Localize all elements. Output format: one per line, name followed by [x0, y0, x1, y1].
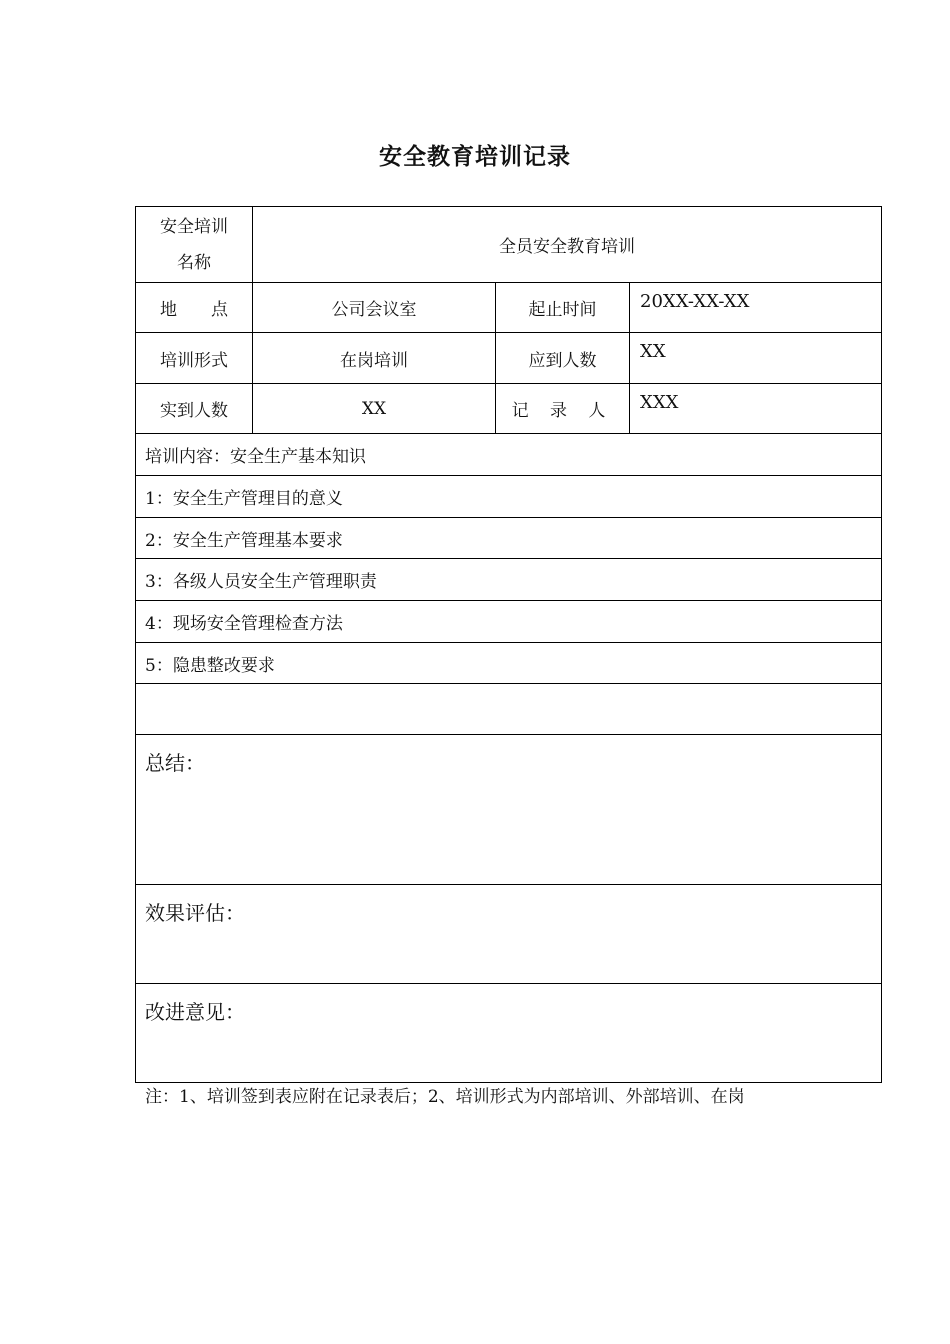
content-heading: 培训内容：安全生产基本知识: [136, 434, 882, 476]
improvement-label: 改进意见：: [136, 984, 882, 1083]
expected-attendees-label: 应到人数: [496, 333, 630, 384]
training-name-row: [136, 207, 882, 283]
location-row: [136, 283, 882, 333]
content-item-2: 2：安全生产管理基本要求: [136, 518, 882, 559]
time-label: 起止时间: [496, 283, 630, 333]
content-item-5: 5：隐患整改要求: [136, 643, 882, 684]
evaluation-row: [136, 885, 882, 984]
document-title: 安全教育培训记录: [379, 144, 571, 170]
recorder-label: 记 录 人: [496, 384, 630, 434]
improvement-row: [136, 984, 882, 1083]
form-row: [136, 333, 882, 384]
content-item-1: 1：安全生产管理目的意义: [136, 476, 882, 518]
expected-attendees-value: XX: [630, 333, 882, 384]
content-item-4: 4：现场安全管理检查方法: [136, 601, 882, 643]
summary-row: [136, 735, 882, 885]
blank-row: [136, 684, 882, 735]
training-record-table: [135, 206, 882, 1083]
training-name-label-line2: 名称: [177, 252, 211, 273]
content-item: [136, 476, 882, 518]
content-item-3: 3：各级人员安全生产管理职责: [136, 559, 882, 601]
location-label: 地 点: [136, 283, 253, 333]
content-item: [136, 643, 882, 684]
actual-attendees-label: 实到人数: [136, 384, 253, 434]
content-heading-row: [136, 434, 882, 476]
actual-attendees-value: XX: [253, 384, 496, 434]
training-name-label: [136, 207, 253, 283]
recorder-value: XXX: [630, 384, 882, 434]
time-value: 20XX-XX-XX: [630, 283, 882, 333]
content-item: [136, 518, 882, 559]
evaluation-label: 效果评估：: [136, 885, 882, 984]
summary-label: 总结：: [136, 735, 882, 885]
footnote: 注：1、培训签到表应附在记录表后；2、培训形式为内部培训、外部培训、在岗: [145, 1087, 745, 1107]
training-form-value: 在岗培训: [253, 333, 496, 384]
blank-cell: [136, 684, 882, 735]
content-item: [136, 559, 882, 601]
training-form-label: 培训形式: [136, 333, 253, 384]
location-value: 公司会议室: [253, 283, 496, 333]
attendance-row: [136, 384, 882, 434]
training-name-label-line1: 安全培训: [160, 216, 228, 237]
training-name-value: 全员安全教育培训: [253, 207, 882, 283]
content-item: [136, 601, 882, 643]
